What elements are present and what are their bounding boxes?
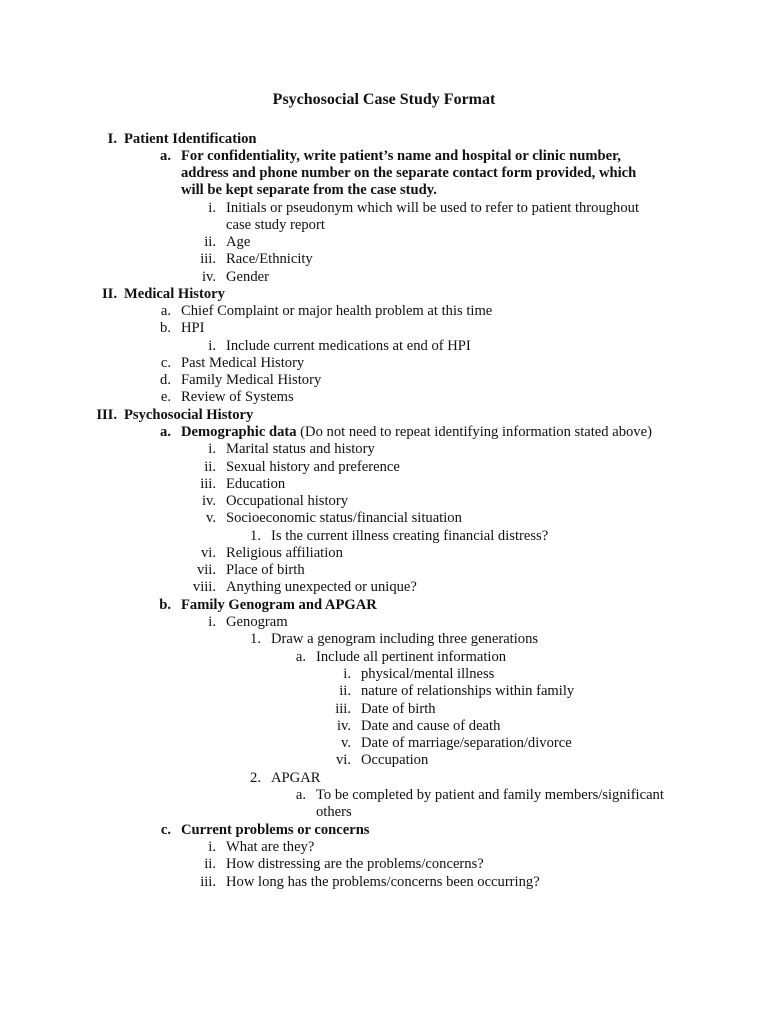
outline-line: [181, 389, 294, 406]
outline-marker: a.: [160, 148, 171, 164]
outline-text: Include all pertinent information: [316, 649, 507, 665]
outline-marker: 1.: [250, 631, 261, 647]
outline-line: [361, 683, 574, 700]
outline-text: case study report: [226, 217, 325, 233]
outline-text: Medical History: [124, 286, 225, 302]
outline-marker: I.: [107, 131, 117, 147]
outline-line: [181, 165, 636, 182]
outline-marker: iii.: [200, 251, 216, 267]
outline-text: Marital status and history: [226, 441, 375, 457]
outline-marker: a.: [160, 303, 171, 319]
outline-marker: b.: [160, 320, 171, 336]
outline-marker: i.: [208, 839, 216, 855]
outline-text: address and phone number on the separate contact form provided, which: [181, 165, 637, 181]
outline-marker: i.: [208, 614, 216, 630]
outline-line: [181, 355, 304, 372]
outline-text: Anything unexpected or unique?: [226, 579, 417, 595]
outline-marker: a.: [160, 424, 171, 440]
outline-line: [181, 303, 492, 320]
outline-marker: ii.: [204, 234, 216, 250]
outline-line: [226, 562, 305, 579]
outline-text: Religious affiliation: [226, 545, 343, 561]
outline-marker: c.: [160, 355, 171, 371]
outline-text: Date of birth: [361, 701, 436, 717]
outline-line: [226, 269, 269, 286]
outline-marker: 2.: [250, 770, 261, 786]
outline-line: [181, 148, 621, 165]
outline-text: For confidentiality, write patient’s name and hospital or clinic number,: [181, 148, 621, 164]
outline-marker: c.: [160, 822, 171, 838]
outline-marker: viii.: [192, 579, 216, 595]
outline-text: Education: [226, 476, 286, 492]
outline-text: Socioeconomic status/financial situation: [226, 510, 462, 526]
outline-text: physical/mental illness: [361, 666, 495, 682]
outline-line: [271, 631, 538, 648]
outline-line: [361, 701, 436, 718]
outline-text: Is the current illness creating financial distress?: [271, 528, 549, 544]
outline-line: [271, 528, 548, 545]
outline-text: Past Medical History: [181, 355, 305, 371]
outline-line: [226, 234, 250, 251]
outline-text: Date and cause of death: [361, 718, 501, 734]
outline-line: [226, 839, 314, 856]
outline-text: others: [316, 804, 352, 820]
outline-text: Occupational history: [226, 493, 348, 509]
outline-text: Draw a genogram including three generations: [271, 631, 539, 647]
outline-marker: iv.: [201, 493, 216, 509]
outline-line: [226, 510, 462, 527]
outline-marker: a.: [295, 649, 306, 665]
outline-marker: ii.: [204, 459, 216, 475]
outline-marker: iii.: [200, 476, 216, 492]
outline-marker: iv.: [336, 718, 351, 734]
outline-text: How distressing are the problems/concerns?: [226, 856, 484, 872]
outline-text: nature of relationships within family: [361, 683, 575, 699]
outline-text: Include current medications at end of HPI: [226, 338, 471, 354]
outline-marker: d.: [160, 372, 171, 388]
outline-marker: v.: [341, 735, 351, 751]
outline-line: [361, 735, 572, 752]
outline-line: [361, 666, 494, 683]
outline-line: [181, 320, 205, 337]
outline-text: Sexual history and preference: [226, 459, 400, 475]
outline-text: Patient Identification: [124, 131, 257, 147]
outline-line: [226, 200, 639, 217]
outline-text: Place of birth: [226, 562, 305, 578]
outline-line: [124, 131, 257, 148]
outline-line: [226, 251, 313, 268]
outline-text: Family Medical History: [181, 372, 322, 388]
outline-text-note: (Do not need to repeat identifying information stated above): [296, 424, 652, 440]
outline-marker: i.: [343, 666, 351, 682]
outline-text: What are they?: [226, 839, 315, 855]
outline-text: Gender: [226, 269, 269, 285]
outline-line: [361, 718, 500, 735]
outline-marker: vi.: [201, 545, 216, 561]
outline-line: [226, 338, 471, 355]
outline-text: How long has the problems/concerns been occurring?: [226, 874, 540, 890]
outline-line: [361, 752, 428, 769]
outline-text: Review of Systems: [181, 389, 294, 405]
outline-marker: e.: [160, 389, 171, 405]
outline-line: [226, 856, 484, 873]
outline-line: [226, 476, 285, 493]
outline-line: [226, 545, 343, 562]
outline-text: Date of marriage/separation/divorce: [361, 735, 572, 751]
outline-marker: i.: [208, 338, 216, 354]
outline-line: [226, 874, 540, 891]
outline-line: [181, 597, 377, 614]
outline-marker: vii.: [196, 562, 216, 578]
outline-marker: i.: [208, 441, 216, 457]
outline-line: [124, 407, 253, 424]
outline-marker: ii.: [204, 856, 216, 872]
outline-text: Initials or pseudonym which will be used to refer to patient throughout: [226, 200, 640, 216]
outline-marker: v.: [206, 510, 216, 526]
outline-line: [181, 822, 370, 839]
outline-marker: i.: [208, 200, 216, 216]
outline-marker: a.: [295, 787, 306, 803]
outline-marker: b.: [159, 597, 171, 613]
outline-text: Psychosocial History: [124, 407, 254, 423]
outline-line: [271, 770, 320, 787]
outline-marker: III.: [96, 407, 117, 423]
outline-marker: vi.: [336, 752, 351, 768]
outline-line: [181, 182, 437, 199]
outline-text: Family Genogram and APGAR: [181, 597, 377, 613]
outline-line: [124, 286, 225, 303]
outline-marker: iii.: [200, 874, 216, 890]
outline-line: [316, 804, 352, 821]
outline-marker: II.: [101, 286, 117, 302]
outline-line: [226, 493, 348, 510]
outline-line: [316, 787, 664, 804]
outline-marker: iv.: [201, 269, 216, 285]
outline-text: HPI: [181, 320, 205, 336]
outline-line: [226, 441, 375, 458]
outline-text: Occupation: [361, 752, 429, 768]
outline-line: [181, 424, 652, 441]
outline-marker: 1.: [250, 528, 261, 544]
outline-line: [226, 579, 417, 596]
outline-text: Demographic data: [181, 424, 297, 440]
outline-line: [226, 217, 325, 234]
outline-line: [226, 614, 288, 631]
outline-text: Current problems or concerns: [181, 822, 370, 838]
outline-text: Race/Ethnicity: [226, 251, 313, 267]
outline-text: Genogram: [226, 614, 288, 630]
outline-text: To be completed by patient and family members/significant: [316, 787, 664, 803]
outline-line: [226, 459, 400, 476]
outline-text: APGAR: [271, 770, 321, 786]
outline-text: Age: [226, 234, 251, 250]
outline-line: [316, 649, 506, 666]
outline-text: Chief Complaint or major health problem at this time: [181, 303, 493, 319]
outline-line: [181, 372, 321, 389]
page-title: Psychosocial Case Study Format: [272, 91, 496, 108]
outline-marker: iii.: [335, 701, 351, 717]
outline-marker: ii.: [339, 683, 351, 699]
outline-text: will be kept separate from the case study.: [181, 182, 437, 198]
